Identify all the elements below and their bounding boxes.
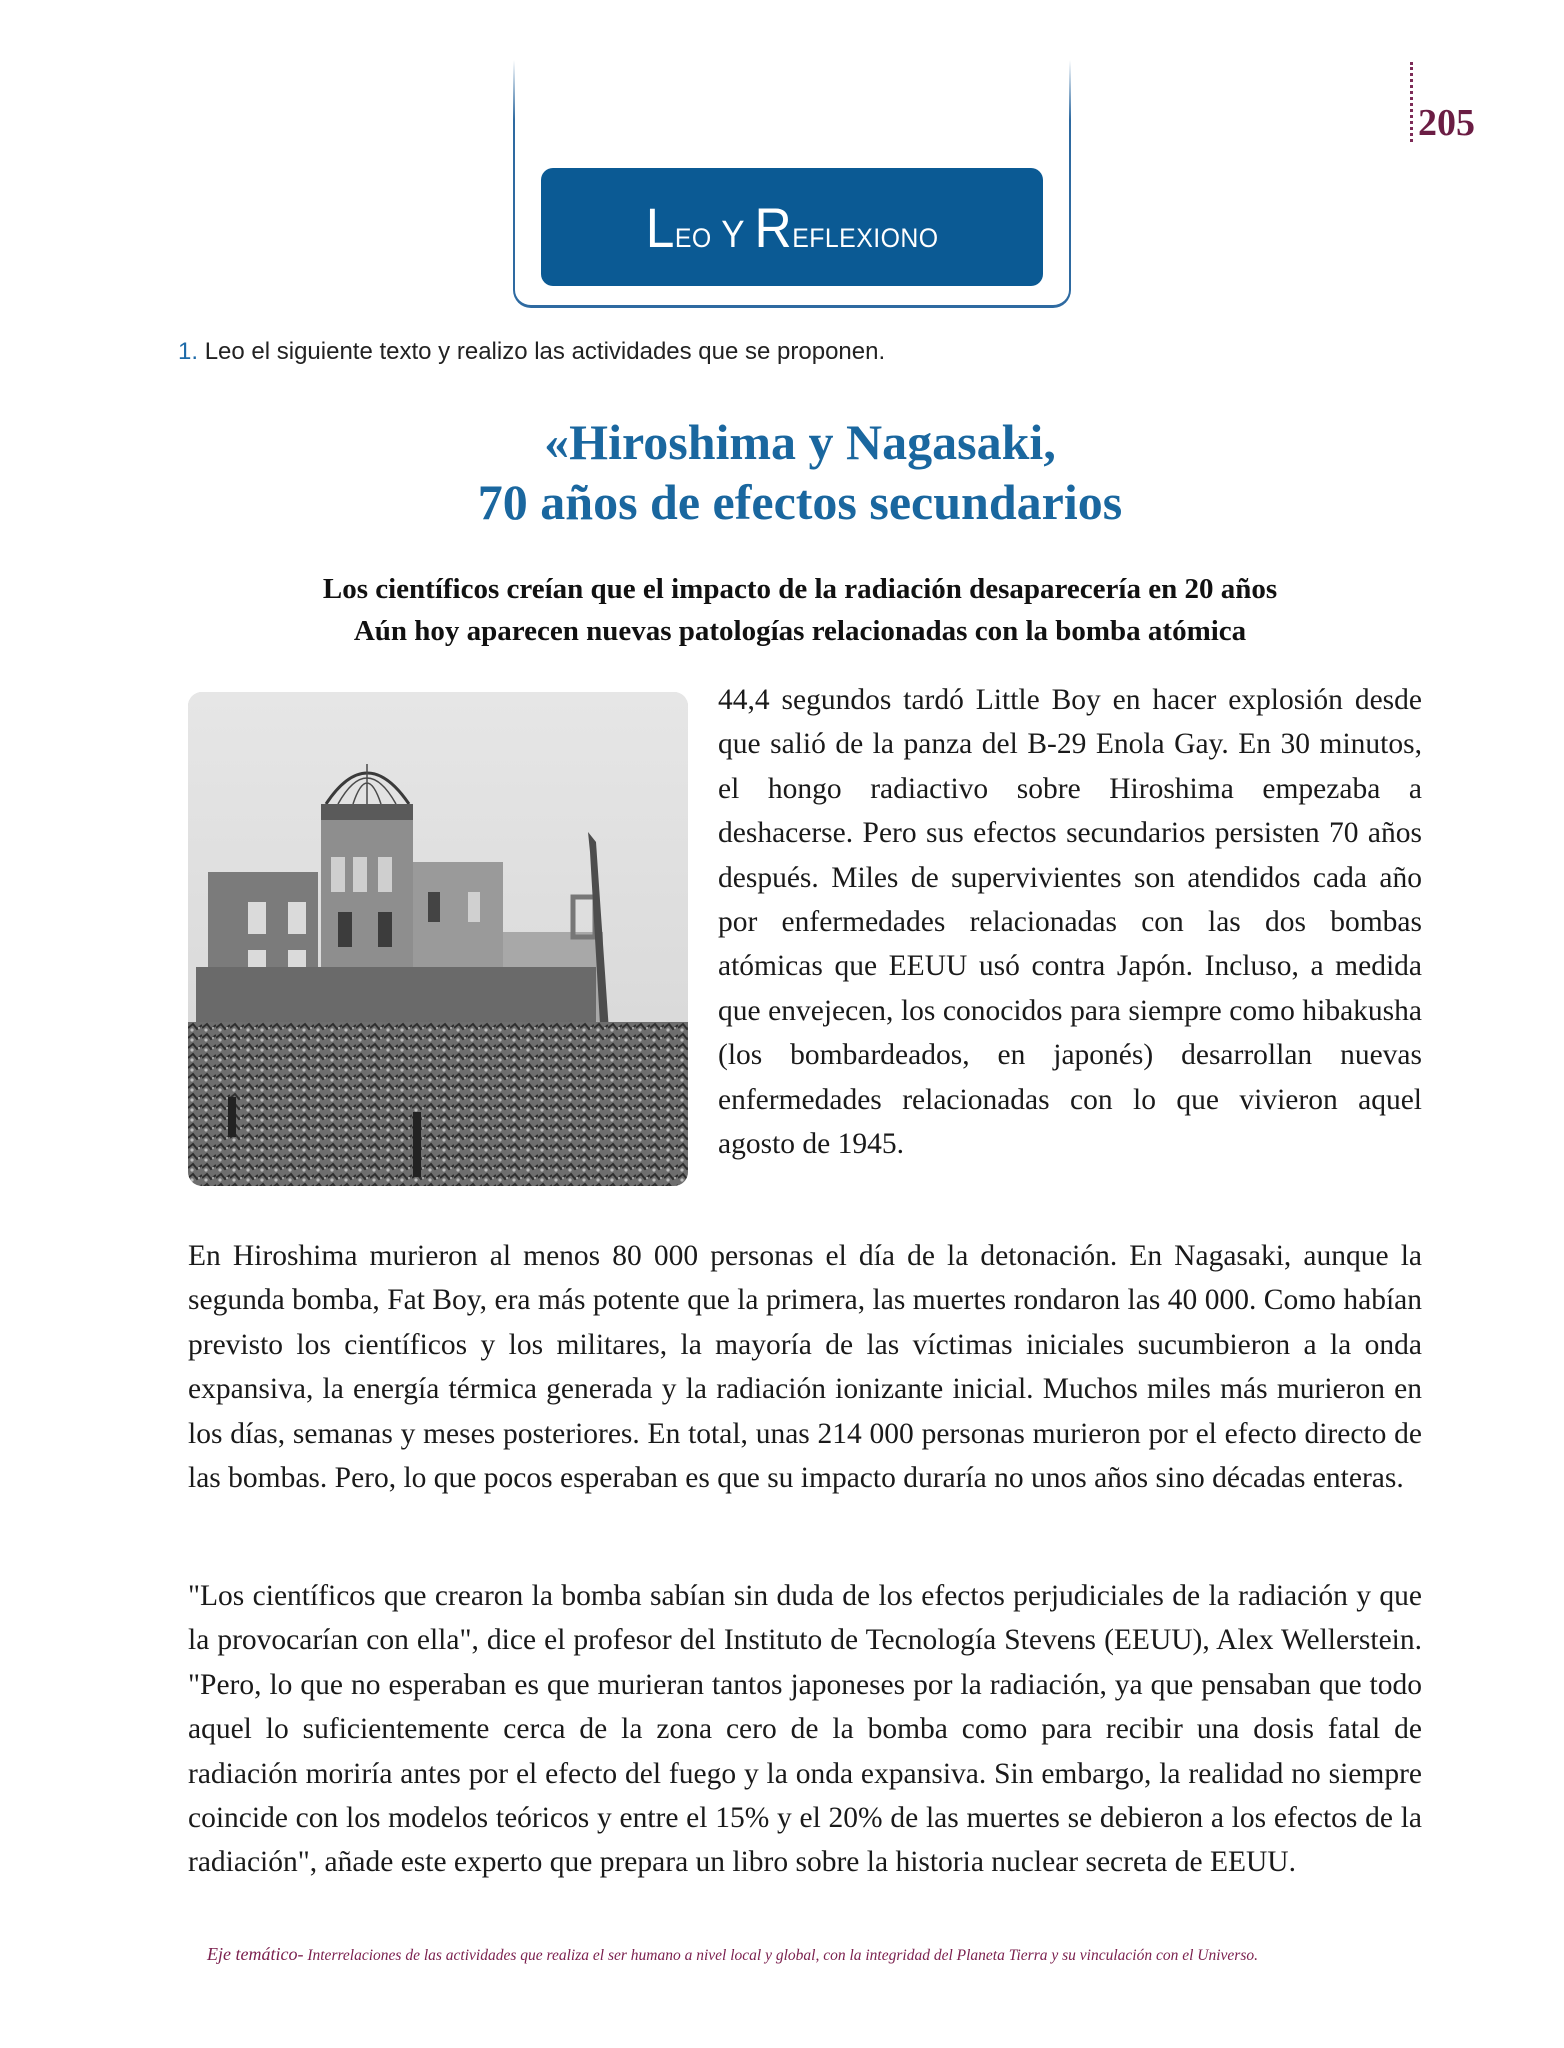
article-headline — [180, 412, 1420, 532]
hiroshima-dome-photo — [188, 692, 688, 1186]
photo-illustration — [188, 692, 688, 1186]
instruction-number: 1. — [178, 338, 199, 365]
thematic-axis-footer — [207, 1944, 1427, 1965]
section-banner — [541, 168, 1043, 286]
article-paragraph-intro: 44,4 segundos tardó Little Boy en hacer explosión desde que salió de la panza del B-29 Enola Gay. En 30 minutos, el hongo radiactivo sobre Hiroshima empezaba a deshacerse. Pero sus efectos secundarios persisten 70 años después. Miles de supervivientes son atendidos cada año por enfermedades relacionadas con las dos bombas atómicas que EEUU usó contra Japón. Incluso, a medida que envejecen, los conocidos para siempre como hibakusha (los bombardeados, en japonés) desarrollan nuevas enfermedades relacionadas con lo que vivieron aquel agosto de 1945. — [718, 684, 1422, 1161]
page-number-rule — [1410, 62, 1413, 142]
instruction-text: Leo el siguiente texto y realizo las actividades que se proponen. — [204, 338, 886, 365]
headline-line-1: «Hiroshima y Nagasaki, — [544, 414, 1056, 470]
footer-text: Interrelaciones de las actividades que realiza el ser humano a nivel local y global, con la integridad del Planeta Tierra y su vinculación con el Universo. — [303, 1947, 1258, 1964]
activity-instruction — [178, 338, 885, 366]
subhead-line-1: Los científicos creían que el impacto de la radiación desaparecería en 20 años — [322, 573, 1278, 605]
article-subheadline — [180, 568, 1420, 652]
article-paragraph-casualties: En Hiroshima murieron al menos 80 000 personas el día de la detonación. En Nagasaki, aunque la segunda bomba, Fat Boy, era más potente que la primera, las muertes rondaron las 40 000. Como habían previsto los científicos y los militares, la mayoría de las víctimas iniciales sucumbieron a la onda expansiva, la energía térmica generada y la radiación ionizante inicial. Muchos miles más murieron en los días, semanas y meses posteriores. En total, unas 214 000 personas murieron por el efecto directo de las bombas. Pero, lo que pocos esperaban es que su impacto duraría no unos años sino décadas enteras. — [188, 1240, 1422, 1495]
article-paragraph-quote: "Los científicos que crearon la bomba sabían sin duda de los efectos perjudiciales de la radiación y que la provocarían con ella", dice el profesor del Instituto de Tecnología Stevens (EEUU), Alex Wellerstein. "Pero, lo que no esperaban es que murieran tantos japoneses por la radiación, ya que pensaban que todo aquel lo suficientemente cerca de la zona cero de la bomba como para recibir una dosis fatal de radiación moriría antes por el efecto del fuego y la onda expansiva. Sin embargo, la realidad no siempre coincide con los modelos teóricos y entre el 15% y el 20% de las muertes se debieron a los efectos de la radiación", añade este experto que prepara un libro sobre la historia nuclear secreta de EEUU. — [188, 1580, 1422, 1879]
footer-label: Eje temático- — [207, 1944, 304, 1964]
page-number: 205 — [1418, 102, 1475, 144]
section-title: Leo Y Reflexiono — [645, 195, 939, 259]
headline-line-2: 70 años de efectos secundarios — [477, 474, 1123, 530]
subhead-line-2: Aún hoy aparecen nuevas patologías relacionadas con la bomba atómica — [353, 615, 1247, 647]
